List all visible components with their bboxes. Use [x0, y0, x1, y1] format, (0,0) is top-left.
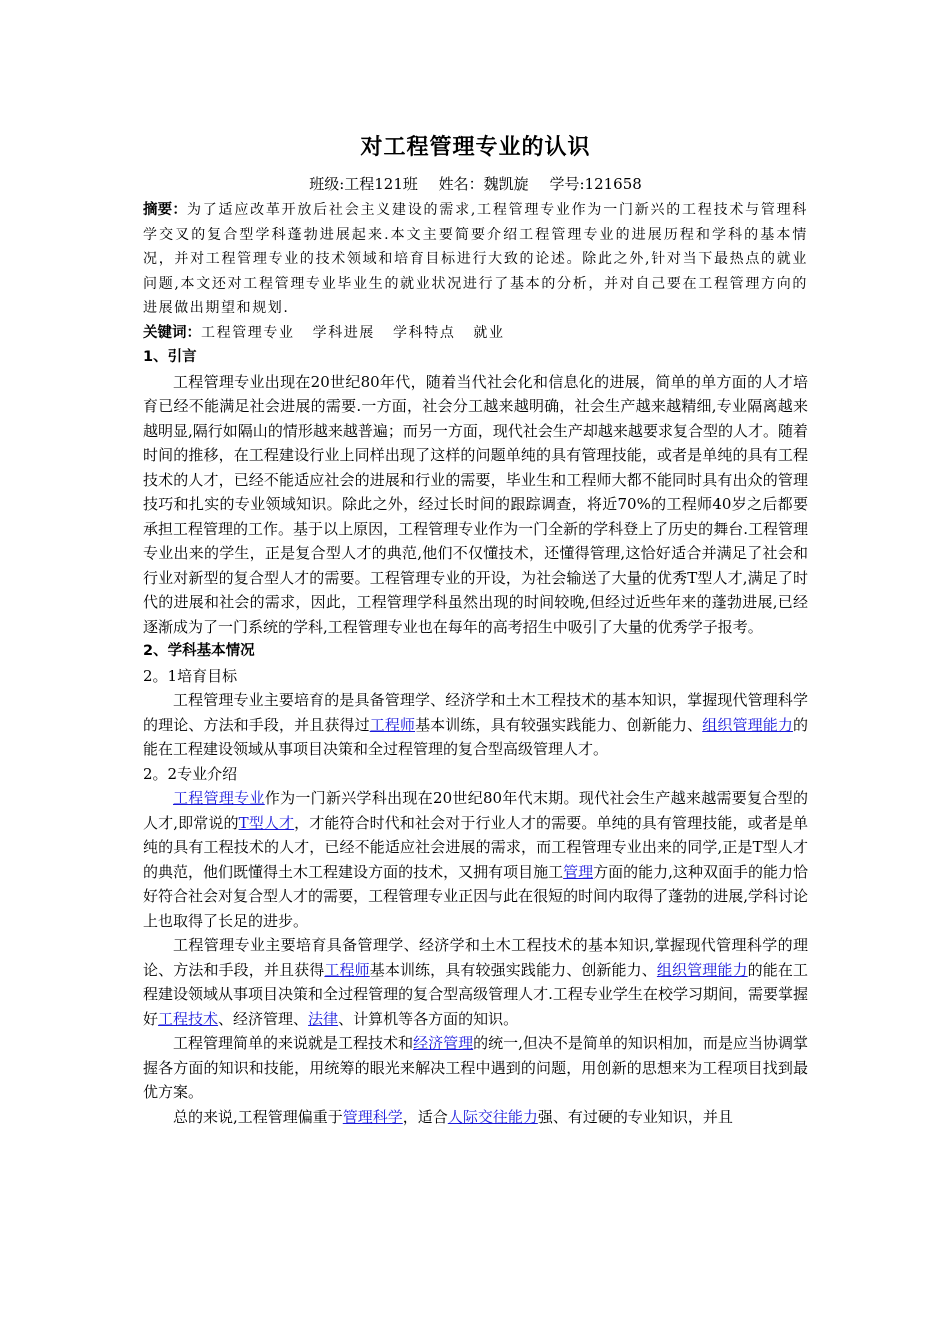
text-run: 强、有过硬的专业知识，并且 — [537, 1107, 733, 1126]
student-id: 学号:121658 — [549, 175, 642, 193]
text-run: 基本训练，具有较强实践能力、创新能力、 — [415, 715, 703, 734]
section-heading-basics: 2、学科基本情况 — [143, 643, 255, 659]
keywords — [143, 321, 808, 346]
subsection-heading-intro: 2。2专业介绍 — [143, 764, 238, 783]
author-info — [143, 172, 808, 196]
link-organizational-ability[interactable]: 组织管理能力 — [656, 960, 748, 979]
link-law[interactable]: 法律 — [308, 1009, 339, 1028]
link-economic-management[interactable]: 经济管理 — [413, 1034, 474, 1052]
text-run: 的能在工程建设领域从事项目决策和全过程管理的复合型高级管理人才。 — [143, 715, 808, 758]
link-interpersonal-ability[interactable]: 人际交往能力 — [447, 1107, 538, 1126]
text-run: 工程管理专业主要培育具备管理学、经济学和土木工程技术的基本知识,掌握现代管理科学的理论、方法和手段，并且获得 — [143, 936, 808, 979]
text-run: 的统一,但决不是简单的知识相加，而是应当协调掌握各方面的知识和技能，用统筹的眼光来解决工程中遇到的问题，用创新的思想来为工程项目找到最优方案。 — [143, 1034, 808, 1101]
keywords-label: 关键词： — [143, 324, 201, 341]
link-t-type-talent[interactable]: T型人才 — [238, 813, 295, 832]
section-heading-intro: 1、引言 — [143, 349, 197, 365]
class-info: 班级:工程121班 — [309, 175, 418, 193]
text-run: 工程管理专业主要培育的是具备管理学、经济学和土木工程技术的基本知识，掌握现代管理科学的理论、方法和手段，并且获得过 — [143, 691, 808, 734]
text-run: ，适合 — [402, 1107, 448, 1126]
page-title: 对工程管理专业的认识 — [360, 135, 591, 160]
text-run: 基本训练，具有较强实践能力、创新能力、 — [369, 960, 657, 979]
author-name: 姓名：魏凯旋 — [438, 175, 529, 193]
link-organizational-ability[interactable]: 组织管理能力 — [702, 715, 793, 734]
document-page — [143, 128, 808, 1129]
link-management-science[interactable]: 管理科学 — [342, 1107, 403, 1126]
summary-paragraph — [143, 1105, 808, 1130]
link-engineer[interactable]: 工程师 — [369, 715, 416, 734]
major-intro-paragraph — [143, 786, 808, 933]
text-run: 方面的能力,这种双面手的能力恰好符合社会对复合型人才的需要，工程管理专业正因与此在很短的时间内取得了蓬勃的进展,学科讨论上也取得了长足的进步。 — [143, 862, 808, 930]
link-engineering-technology[interactable]: 工程技术 — [158, 1009, 219, 1028]
subsection-heading-goals: 2。1培育目标 — [143, 666, 238, 685]
link-engineering-management[interactable]: 工程管理专业 — [173, 789, 265, 807]
link-management[interactable]: 管理 — [563, 862, 594, 881]
training-paragraph — [143, 933, 808, 1031]
keyword-item: 学科特点 — [393, 324, 456, 341]
goals-paragraph — [143, 688, 808, 762]
keyword-item: 学科进展 — [312, 324, 376, 341]
keyword-item: 工程管理专业 — [201, 324, 295, 341]
text-run: 、经济管理、 — [218, 1009, 309, 1028]
text-run: 作为一门新兴学科出现在20世纪80年代末期。现代社会生产越来越需要复合型的人才,即常说的 — [143, 789, 808, 832]
text-run: 、计算机等各方面的知识。 — [338, 1009, 519, 1028]
text-run: ，才能符合时代和社会对于行业人才的需要。单纯的具有管理技能，或者是单纯的具有工程技术的人才，已经不能适应社会进展的需求，而工程管理专业出来的同学,正是T型人才的典范，他们既懂得土木工程建设方面的技术，又拥有项目施工 — [143, 813, 808, 881]
abstract — [143, 198, 808, 321]
link-engineer[interactable]: 工程师 — [324, 960, 370, 979]
definition-paragraph — [143, 1031, 808, 1105]
text-run: 总的来说,工程管理偏重于 — [173, 1107, 343, 1126]
text-run: 工程管理简单的来说就是工程技术和 — [173, 1034, 414, 1052]
intro-paragraph: 工程管理专业出现在20世纪80年代，随着当代社会化和信息化的进展，简单的单方面的人才培育已经不能满足社会进展的需要.一方面，社会分工越来越明确，社会生产越来越精细,专业隔离越来越明显,隔行如隔山的情形越来越普遍；而另一方面，现代社会生产却越来越要求复合型的人才。随着时间的推移，在工程建设行业上同样出现了这样的问题单纯的具有管理技能，或者是单纯的具有工程技术的人才，已经不能适应社会的进展和行业的需要，毕业生和工程师大都不能同时具有出众的管理技巧和扎实的专业领域知识。除此之外，经过长时间的跟踪调查，将近70%的工程师40岁之后都要承担工程管理的工作。基于以上原因，工程管理专业作为一门全新的学科登上了历史的舞台.工程管理专业出来的学生，正是复合型人才的典范,他们不仅懂技术，还懂得管理,这恰好适合并满足了社会和行业对新型的复合型人才的需要。工程管理专业的开设，为社会输送了大量的优秀T型人才,满足了时代的进展和社会的需求，因此，工程管理学科虽然出现的时间较晚,但经过近些年来的蓬勃进展,已经逐渐成为了一门系统的学科,工程管理专业也在每年的高考招生中吸引了大量的优秀学子报考。 — [143, 372, 808, 636]
abstract-label: 摘要： — [143, 202, 188, 218]
text-run: 的能在工程建设领域从事项目决策和全过程管理的复合型高级管理人才.工程专业学生在校学习期间，需要掌握好 — [143, 960, 808, 1028]
keyword-item: 就业 — [473, 324, 505, 341]
abstract-text: 为了适应改革开放后社会主义建设的需求,工程管理专业作为一门新兴的工程技术与管理科学交叉的复合型学科蓬勃进展起来.本文主要简要介绍工程管理专业的进展历程和学科的基本情况，并对工程管理专业的技术领域和培育目标进行大致的论述。除此之外,针对当下最热点的就业问题,本文还对工程管理专业毕业生的就业状况进行了基本的分析，并对自己要在工程管理方向的进展做出期望和规划. — [143, 202, 809, 316]
